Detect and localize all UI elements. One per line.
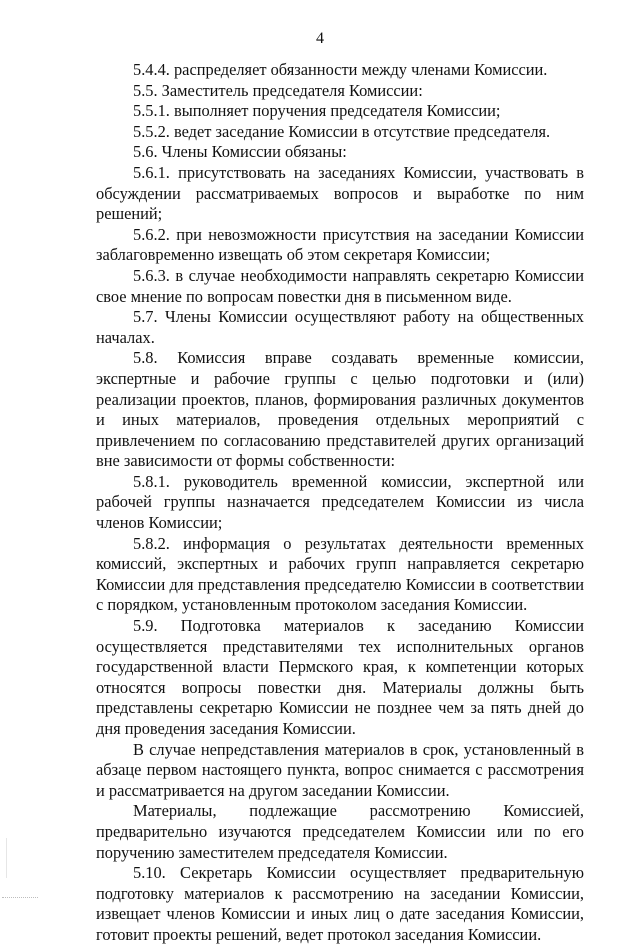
document-body [96,60,584,946]
paragraph-5-10: 5.10. Секретарь Комиссии осуществляет предварительную подготовку материалов к рассмотрению на заседании Комиссии, извещает членов Комиссии и иных лиц о дате заседания Комиссии, готовит проекты решений, ведет протокол заседания Комиссии. [96,863,584,944]
scan-margin-mark [6,838,7,878]
paragraph-5-9-non-submission: В случае непредставления материалов в срок, установленный в абзаце первом настоящего пункта, вопрос снимается с рассмотрения и рассматривается на другом заседании Комиссии. [96,739,584,800]
paragraph-5-6-2: 5.6.2. при невозможности присутствия на заседании Комиссии заблаговременно извещать об этом секретаря Комиссии; [96,224,584,265]
paragraph-5-8-1: 5.8.1. руководитель временной комиссии, экспертной или рабочей группы назначается председателем Комиссии из числа членов Комиссии; [96,471,584,533]
scan-bottom-mark [2,897,38,899]
paragraph-5-5-2: 5.5.2. ведет заседание Комиссии в отсутствие председателя. [133,121,551,141]
paragraph-5-8: 5.8. Комиссия вправе создавать временные комиссии, экспертные и рабочие группы с целью подготовки и (или) реализации проектов, планов, формирования различных документов и иных материалов, проведения отдельных мероприятий с привлечением по согласованию представителей других организаций вне зависимости от формы собственности: [96,348,584,471]
paragraph-5-6-3: 5.6.3. в случае необходимости направлять секретарю Комиссии свое мнение по вопросам повестки дня в письменном виде. [96,265,584,306]
paragraph-5-7: 5.7. Члены Комиссии осуществляют работу на общественных началах. [96,307,584,347]
paragraph-5-9-materials-review: Материалы, подлежащие рассмотрению Комиссией, предварительно изучаются председателем Комиссии или по его поручению заместителем председателя Комиссии. [96,801,584,862]
paragraph-5-6-1: 5.6.1. присутствовать на заседаниях Комиссии, участвовать в обсуждении рассматриваемых вопросов и выработке по ним решений; [96,162,584,224]
paragraph-5-4-4: 5.4.4. распределяет обязанности между членами Комиссии. [133,60,548,79]
paragraph-5-5: 5.5. Заместитель председателя Комиссии: [133,80,423,100]
paragraph-5-9: 5.9. Подготовка материалов к заседанию Комиссии осуществляется представителями тех исполнительных органов государственной власти Пермского края, к компетенции которых относятся вопросы повестки дня. Материалы должны быть представлены секретарю Комиссии не позднее чем за пять дней до дня проведения заседания Комиссии. [96,616,584,738]
page-number: 4 [316,30,324,47]
paragraph-5-8-2: 5.8.2. информация о результатах деятельности временных комиссий, экспертных и рабочих групп направляется секретарю Комиссии для представления председателю Комиссии в соответствии с порядком, установленным протоколом заседания Комиссии. [96,533,584,615]
paragraph-5-5-1: 5.5.1. выполняет поручения председателя Комиссии; [133,101,501,121]
paragraph-5-6: 5.6. Члены Комиссии обязаны: [133,142,347,162]
